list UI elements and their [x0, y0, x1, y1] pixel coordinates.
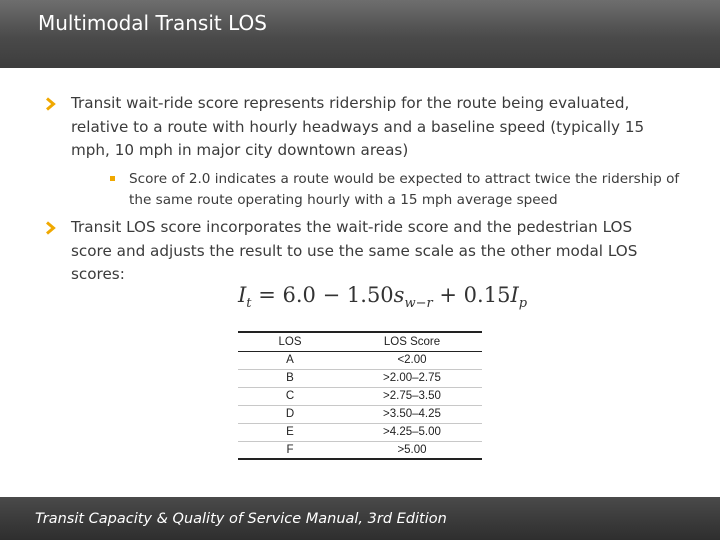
los-score-table [238, 331, 482, 460]
table-row [238, 423, 482, 441]
formula-constant: 6.0 [282, 283, 316, 307]
bullet-text: Transit wait-ride score represents ridership for the route being evaluated, relative to a route with hourly headways and a baseline speed (typically 15 mph, 10 mph in major city downtown areas) [71, 94, 645, 159]
transit-los-formula [238, 283, 527, 317]
footer-citation: Transit Capacity & Quality of Service Manual, 3rd Edition [35, 511, 447, 527]
formula-lhs: I [238, 283, 247, 307]
sub-bullet-score-2 [110, 169, 685, 210]
bullet-text: Transit LOS score incorporates the wait-ride score and the pedestrian LOS score and adjusts the result to use the same scale as the other modal LOS scores: [71, 218, 638, 283]
table-cell-score: >4.25–5.00 [342, 423, 482, 441]
table-cell-los: A [238, 351, 342, 369]
formula-var1: s [393, 283, 405, 307]
bullet-wait-ride-score [44, 92, 684, 163]
formula-coef1: 1.50 [346, 283, 394, 307]
slide-footer [0, 497, 720, 540]
table-cell-score: >2.00–2.75 [342, 369, 482, 387]
table-row [238, 351, 482, 369]
chevron-right-icon [44, 221, 58, 235]
table-cell-score: >5.00 [397, 443, 427, 456]
table-cell-los: C [238, 387, 342, 405]
table-cell-los: D [238, 405, 342, 423]
table-header-los-score: LOS Score [342, 332, 482, 351]
sub-bullet-text: Score of 2.0 indicates a route would be expected to attract twice the ridership of the same route operating hourly with a 15 mph average speed [129, 171, 680, 208]
table-cell-los: F [286, 443, 294, 456]
formula-var2: I [510, 283, 519, 307]
table-header-los: LOS [238, 332, 342, 351]
formula-equals: = [258, 283, 276, 307]
table-cell-score: <2.00 [342, 351, 482, 369]
formula-coef2: 0.15 [463, 283, 511, 307]
table-cell-score: >2.75–3.50 [342, 387, 482, 405]
formula-var2-sub: p [518, 296, 528, 311]
slide-title: Multimodal Transit LOS [38, 11, 267, 35]
formula-lhs-sub: t [246, 296, 252, 311]
table-row [238, 405, 482, 423]
table-header-row [238, 332, 482, 351]
formula-var1-sub: w−r [404, 296, 433, 311]
chevron-right-icon [44, 97, 58, 111]
table-row [238, 369, 482, 387]
table-cell-score: >3.50–4.25 [342, 405, 482, 423]
table-row [238, 387, 482, 405]
table-cell-los: E [238, 423, 342, 441]
table-cell-los: B [238, 369, 342, 387]
formula-minus: − [322, 283, 341, 307]
formula-plus: + [439, 283, 457, 307]
table-row [238, 441, 482, 459]
slide-header [0, 0, 720, 68]
square-bullet-icon [110, 176, 115, 181]
bullet-transit-los-score [44, 216, 684, 287]
